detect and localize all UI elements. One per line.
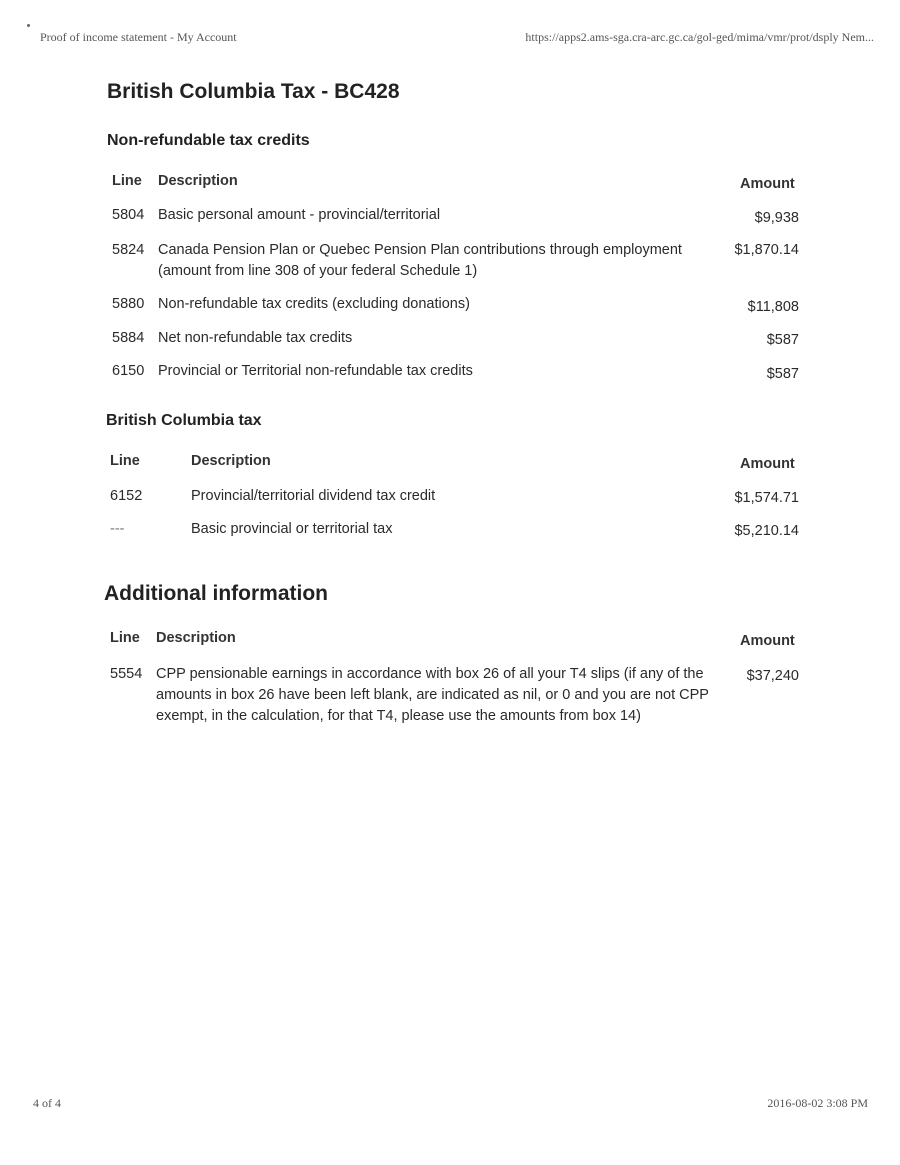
scan-artifact	[27, 24, 30, 27]
column-header-line: Line	[112, 173, 142, 189]
table-row-line: 5884	[112, 330, 145, 346]
print-datetime: 2016-08-02 3:08 PM	[767, 1096, 868, 1110]
column-header-line: Line	[110, 630, 140, 646]
table-row-line: 6152	[110, 488, 143, 504]
table-row-description: Basic provincial or territorial tax	[191, 521, 393, 537]
table-row-line: ---	[110, 521, 125, 537]
column-header-line: Line	[110, 453, 140, 469]
table-row-amount: $11,808	[747, 299, 799, 315]
table-row-amount: $9,938	[754, 210, 799, 226]
table-row-description: Canada Pension Plan or Quebec Pension Plan contributions through employment (amount from line 308 of your federal Schedule 1)	[158, 242, 682, 279]
table-row-description: Net non-refundable tax credits	[158, 330, 353, 346]
column-header-description: Description	[158, 173, 238, 189]
column-header-amount: Amount	[740, 633, 795, 649]
table-row-line: 5824	[112, 242, 145, 258]
table-row-amount: $587	[766, 366, 799, 382]
table-row-amount: $5,210.14	[734, 523, 799, 539]
print-header-title: Proof of income statement - My Account	[40, 30, 237, 44]
column-header-amount: Amount	[740, 176, 795, 192]
section-heading-bc-tax: British Columbia tax	[106, 412, 262, 429]
section-heading-nonrefundable: Non-refundable tax credits	[107, 132, 310, 149]
table-row-amount: $37,240	[746, 668, 799, 684]
table-row-amount: $587	[766, 332, 799, 348]
section-heading-additional: Additional information	[104, 582, 328, 605]
column-header-description: Description	[191, 453, 271, 469]
column-header-description: Description	[156, 630, 236, 646]
column-header-amount: Amount	[740, 456, 795, 472]
table-row-amount: $1,870.14	[734, 242, 799, 258]
table-row-line: 6150	[112, 363, 145, 379]
print-header-url: https://apps2.ams-sga.cra-arc.gc.ca/gol-ged/mima/vmr/prot/dsply Nem...	[525, 30, 874, 44]
table-row-description: Provincial/territorial dividend tax credit	[191, 488, 436, 504]
table-row-line: 5804	[112, 207, 145, 223]
table-row-amount: $1,574.71	[734, 490, 799, 506]
table-row-line: 5880	[112, 296, 145, 312]
page-title: British Columbia Tax - BC428	[107, 80, 400, 103]
table-row-description: Provincial or Territorial non-refundable tax credits	[158, 363, 473, 379]
table-row-description: Basic personal amount - provincial/territorial	[158, 207, 441, 223]
page-number: 4 of 4	[33, 1096, 61, 1110]
table-row-description: Non-refundable tax credits (excluding donations)	[158, 296, 470, 312]
table-row-line: 5554	[110, 666, 143, 682]
table-row-description: CPP pensionable earnings in accordance with box 26 of all your T4 slips (if any of the amounts in box 26 have been left blank, are indicated as nil, or 0 and you are not CPP exempt, in the calculation, for that T4, please use the amounts from box 14)	[156, 666, 709, 724]
